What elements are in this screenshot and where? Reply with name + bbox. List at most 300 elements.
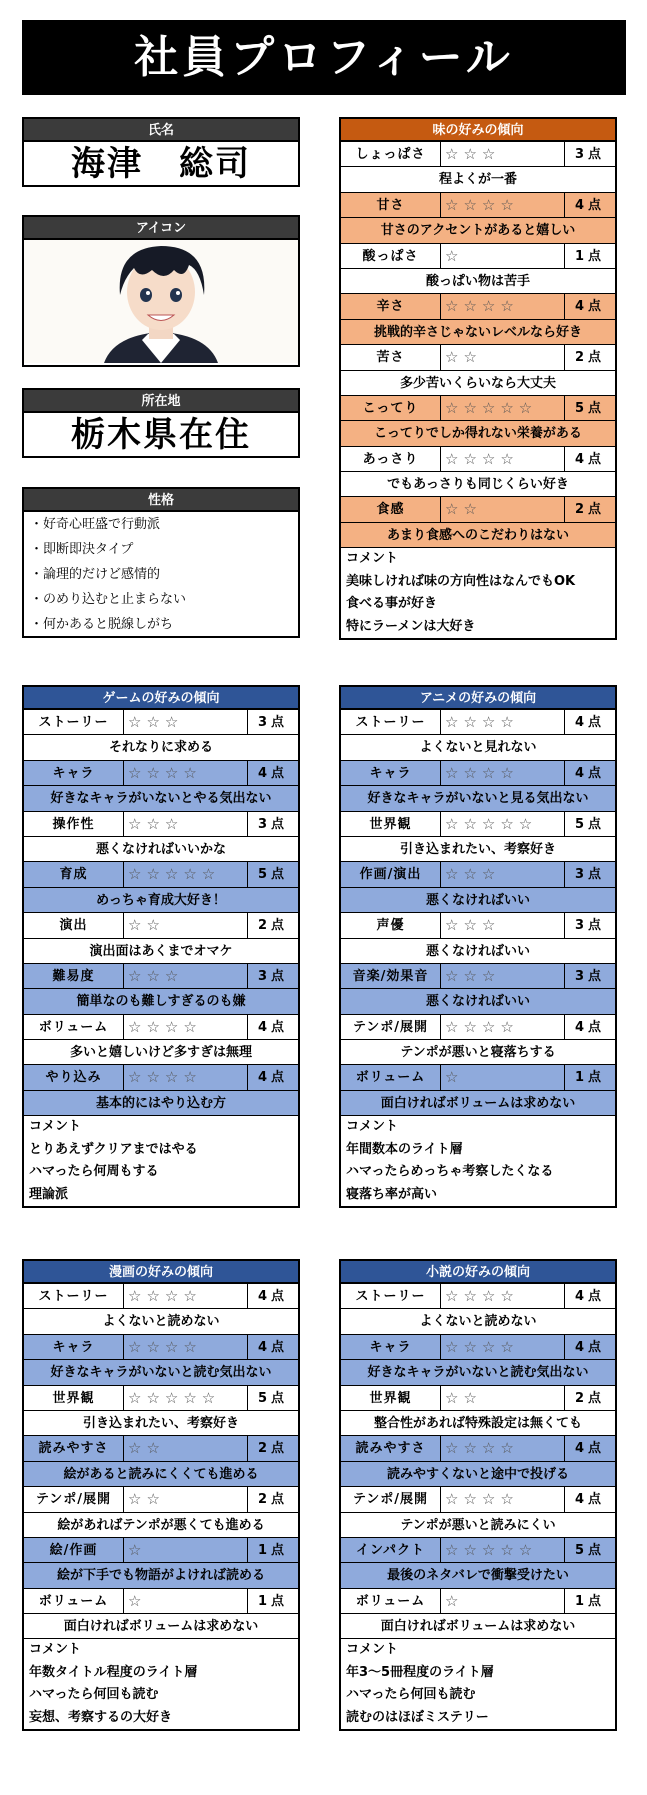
rating-comment: 面白ければボリュームは求めない bbox=[24, 1614, 298, 1639]
score-unit: 点 bbox=[271, 1492, 289, 1508]
score-unit: 点 bbox=[588, 1390, 606, 1406]
score-unit: 点 bbox=[588, 451, 606, 467]
rating-comment: テンポが悪いと寝落ちする bbox=[341, 1040, 615, 1065]
rating-score bbox=[565, 1335, 615, 1359]
rating-score bbox=[248, 1436, 298, 1460]
location-label: 所在地 bbox=[24, 390, 298, 413]
rating-score bbox=[248, 913, 298, 937]
comment-line: 特にラーメンは大好き bbox=[346, 618, 476, 634]
comment-line: 美味しければ味の方向性はなんでもOK bbox=[346, 573, 576, 589]
rating-stars: ☆☆☆☆ bbox=[441, 1436, 565, 1460]
rating-row bbox=[24, 964, 298, 989]
score-value: 4 bbox=[574, 715, 589, 730]
rating-comment: こってりでしか得れない栄養がある bbox=[341, 421, 615, 446]
rating-label: 声優 bbox=[341, 913, 441, 937]
rating-comment: 挑戦的辛さじゃないレベルなら好き bbox=[341, 320, 615, 345]
rating-score bbox=[565, 1589, 615, 1613]
rating-comment: 最後のネタバレで衝撃受けたい bbox=[341, 1563, 615, 1588]
rating-score bbox=[248, 710, 298, 734]
rating-label: キャラ bbox=[24, 761, 124, 785]
score-value: 5 bbox=[574, 1542, 589, 1558]
comment-line: とりあえずクリアまではやる bbox=[29, 1141, 198, 1157]
rating-row bbox=[341, 862, 615, 887]
rating-stars: ☆☆☆☆ bbox=[441, 447, 565, 471]
score-unit: 点 bbox=[271, 715, 289, 730]
rating-label: キャラ bbox=[341, 1335, 441, 1359]
rating-row bbox=[24, 862, 298, 887]
comment-line: 年間数本のライト層 bbox=[346, 1141, 463, 1157]
taste-table bbox=[339, 117, 617, 640]
rating-score bbox=[565, 710, 615, 734]
rating-comment: 悪くなければいいかな bbox=[24, 837, 298, 862]
rating-comment: でもあっさりも同じくらい好き bbox=[341, 472, 615, 497]
rating-row bbox=[24, 1589, 298, 1614]
rating-stars: ☆ bbox=[441, 244, 565, 268]
comment-line: 妄想、考察するの大好き bbox=[29, 1709, 173, 1725]
rating-comment: 好きなキャラがいないと見る気出ない bbox=[341, 786, 615, 811]
rating-stars: ☆☆☆☆☆ bbox=[441, 396, 565, 420]
rating-score bbox=[565, 497, 615, 521]
rating-stars: ☆☆☆ bbox=[441, 964, 565, 988]
manga-table bbox=[22, 1259, 300, 1731]
rating-label: 苦さ bbox=[341, 345, 441, 369]
rating-label: ストーリー bbox=[24, 1284, 124, 1308]
rating-label: 音楽/効果音 bbox=[341, 964, 441, 988]
rating-label: テンポ/展開 bbox=[341, 1015, 441, 1039]
comment-line: 食べる事が好き bbox=[346, 596, 438, 612]
rating-row bbox=[341, 142, 615, 167]
rating-score bbox=[565, 193, 615, 217]
rating-stars: ☆☆ bbox=[441, 497, 565, 521]
score-value: 4 bbox=[574, 1019, 589, 1035]
score-value: 4 bbox=[574, 765, 589, 781]
rating-comment: 酸っぱい物は苦手 bbox=[341, 269, 615, 294]
taste-title: 味の好みの傾向 bbox=[341, 119, 615, 142]
rating-comment: 読みやすくないと途中で投げる bbox=[341, 1462, 615, 1487]
rating-stars: ☆☆ bbox=[124, 1436, 248, 1460]
rating-row bbox=[24, 710, 298, 735]
rating-stars: ☆ bbox=[124, 1589, 248, 1613]
rating-stars: ☆☆☆ bbox=[441, 862, 565, 886]
rating-label: テンポ/展開 bbox=[24, 1487, 124, 1511]
score-unit: 点 bbox=[271, 1070, 289, 1086]
score-value: 1 bbox=[257, 1542, 272, 1558]
score-value: 4 bbox=[574, 1339, 589, 1355]
rating-comment: 絵があればテンポが悪くても進める bbox=[24, 1513, 298, 1538]
rating-score bbox=[565, 396, 615, 420]
rating-label: 辛さ bbox=[341, 294, 441, 318]
rating-stars: ☆☆ bbox=[124, 1487, 248, 1511]
rating-stars: ☆☆☆ bbox=[124, 812, 248, 836]
rating-comment: 引き込まれたい、考察好き bbox=[24, 1411, 298, 1436]
score-value: 4 bbox=[574, 451, 589, 467]
rating-comment: 簡単なのも難しすぎるのも嫌 bbox=[24, 989, 298, 1014]
rating-score bbox=[248, 761, 298, 785]
score-unit: 点 bbox=[588, 918, 606, 934]
score-unit: 点 bbox=[271, 1289, 289, 1304]
score-unit: 点 bbox=[588, 1492, 606, 1508]
rating-comment: 面白ければボリュームは求めない bbox=[341, 1614, 615, 1639]
rating-label: やり込み bbox=[24, 1065, 124, 1089]
rating-row bbox=[341, 1436, 615, 1461]
comment-label: コメント bbox=[346, 551, 399, 567]
taste-comments bbox=[341, 548, 615, 638]
score-value: 3 bbox=[574, 918, 589, 934]
novel-title: 小説の好みの傾向 bbox=[341, 1261, 615, 1284]
rating-row bbox=[341, 1589, 615, 1614]
rating-score bbox=[248, 1015, 298, 1039]
anime-comments bbox=[341, 1116, 615, 1206]
rating-stars: ☆☆ bbox=[441, 1386, 565, 1410]
rating-label: 酸っぱさ bbox=[341, 244, 441, 268]
comment-label: コメント bbox=[346, 1119, 399, 1135]
rating-label: 世界観 bbox=[341, 1386, 441, 1410]
score-value: 5 bbox=[574, 400, 589, 416]
rating-stars: ☆ bbox=[441, 1589, 565, 1613]
score-value: 5 bbox=[257, 867, 272, 883]
rating-label: ストーリー bbox=[24, 710, 124, 734]
rating-row bbox=[24, 1015, 298, 1040]
score-unit: 点 bbox=[588, 248, 606, 264]
comment-line: ハマったらめっちゃ考察したくなる bbox=[346, 1164, 554, 1180]
score-value: 5 bbox=[574, 816, 589, 832]
rating-score bbox=[248, 1538, 298, 1562]
comment-line: ハマったら何回も読む bbox=[29, 1687, 159, 1703]
location-value: 栃木県在住 bbox=[71, 415, 251, 455]
personality-label: 性格 bbox=[24, 489, 298, 512]
score-unit: 点 bbox=[588, 502, 606, 518]
rating-stars: ☆☆☆☆ bbox=[441, 1284, 565, 1308]
rating-row bbox=[341, 497, 615, 522]
rating-row bbox=[341, 193, 615, 218]
rating-score bbox=[565, 1487, 615, 1511]
score-unit: 点 bbox=[588, 1593, 606, 1609]
personality-item: ・好奇心旺盛で行動派 bbox=[30, 517, 161, 532]
rating-row bbox=[341, 710, 615, 735]
rating-label: 読みやすさ bbox=[341, 1436, 441, 1460]
rating-comment: 悪くなければいい bbox=[341, 939, 615, 964]
score-unit: 点 bbox=[588, 1441, 606, 1457]
rating-comment: 程よくが一番 bbox=[341, 167, 615, 192]
rating-row bbox=[24, 1065, 298, 1090]
score-value: 4 bbox=[257, 1289, 272, 1304]
rating-comment: 整合性があれば特殊設定は無くても bbox=[341, 1411, 615, 1436]
rating-score bbox=[565, 862, 615, 886]
score-unit: 点 bbox=[588, 1542, 606, 1558]
score-value: 4 bbox=[574, 299, 589, 315]
rating-row bbox=[341, 396, 615, 421]
rating-row bbox=[341, 1538, 615, 1563]
rating-label: インパクト bbox=[341, 1538, 441, 1562]
score-unit: 点 bbox=[588, 299, 606, 315]
rating-comment: 多いと嬉しいけど多すぎは無理 bbox=[24, 1040, 298, 1065]
rating-label: キャラ bbox=[341, 761, 441, 785]
rating-label: しょっぱさ bbox=[341, 142, 441, 166]
rating-comment: 好きなキャラがいないとやる気出ない bbox=[24, 786, 298, 811]
rating-row bbox=[24, 1386, 298, 1411]
rating-comment: テンポが悪いと読みにくい bbox=[341, 1513, 615, 1538]
score-value: 2 bbox=[574, 1390, 589, 1406]
rating-label: ストーリー bbox=[341, 1284, 441, 1308]
rating-score bbox=[248, 1284, 298, 1308]
rating-stars: ☆☆☆☆ bbox=[441, 193, 565, 217]
rating-score bbox=[565, 294, 615, 318]
comment-label: コメント bbox=[346, 1642, 399, 1658]
rating-score bbox=[565, 244, 615, 268]
icon-label: アイコン bbox=[24, 217, 298, 240]
rating-stars: ☆☆☆☆ bbox=[124, 1065, 248, 1089]
score-unit: 点 bbox=[271, 1339, 289, 1355]
rating-row bbox=[341, 964, 615, 989]
rating-comment: よくないと読めない bbox=[24, 1309, 298, 1334]
comment-line: ハマったら何回も読む bbox=[346, 1687, 476, 1703]
rating-score bbox=[565, 345, 615, 369]
rating-comment: 多少苦いくらいなら大丈夫 bbox=[341, 371, 615, 396]
rating-comment: よくないと読めない bbox=[341, 1309, 615, 1334]
rating-row bbox=[24, 1335, 298, 1360]
rating-score bbox=[565, 1436, 615, 1460]
rating-comment: 好きなキャラがいないと読む気出ない bbox=[24, 1360, 298, 1385]
score-unit: 点 bbox=[588, 867, 606, 883]
rating-row bbox=[341, 1065, 615, 1090]
game-table bbox=[22, 685, 300, 1208]
rating-row bbox=[341, 761, 615, 786]
rating-score bbox=[565, 1386, 615, 1410]
score-unit: 点 bbox=[588, 1289, 606, 1304]
rating-row bbox=[341, 244, 615, 269]
rating-stars: ☆☆☆ bbox=[441, 142, 565, 166]
rating-score bbox=[565, 1538, 615, 1562]
name-value: 海津 総司 bbox=[71, 144, 251, 184]
score-unit: 点 bbox=[588, 765, 606, 781]
score-value: 3 bbox=[574, 968, 589, 984]
novel-comments bbox=[341, 1639, 615, 1729]
rating-label: 育成 bbox=[24, 862, 124, 886]
score-value: 3 bbox=[257, 816, 272, 832]
rating-label: 演出 bbox=[24, 913, 124, 937]
rating-label: ボリューム bbox=[341, 1589, 441, 1613]
rating-comment: あまり食感へのこだわりはない bbox=[341, 523, 615, 548]
rating-score bbox=[248, 1487, 298, 1511]
personality-item: ・のめり込むと止まらない bbox=[30, 592, 187, 607]
rating-label: 世界観 bbox=[341, 812, 441, 836]
score-unit: 点 bbox=[588, 1019, 606, 1035]
score-unit: 点 bbox=[588, 968, 606, 984]
rating-stars: ☆☆☆☆ bbox=[124, 1015, 248, 1039]
rating-score bbox=[565, 913, 615, 937]
comment-label: コメント bbox=[29, 1642, 82, 1658]
comment-label: コメント bbox=[29, 1119, 82, 1135]
rating-score bbox=[565, 142, 615, 166]
score-unit: 点 bbox=[588, 350, 606, 366]
rating-row bbox=[341, 1015, 615, 1040]
anime-title: アニメの好みの傾向 bbox=[341, 687, 615, 710]
rating-stars: ☆☆☆☆ bbox=[441, 294, 565, 318]
score-value: 4 bbox=[574, 1492, 589, 1508]
rating-row bbox=[341, 913, 615, 938]
rating-comment: 演出面はあくまでオマケ bbox=[24, 939, 298, 964]
score-unit: 点 bbox=[271, 918, 289, 934]
personality-item: ・即断即決タイプ bbox=[30, 542, 134, 557]
rating-comment: 悪くなければいい bbox=[341, 989, 615, 1014]
rating-score bbox=[248, 1589, 298, 1613]
rating-comment: それなりに求める bbox=[24, 735, 298, 760]
rating-row bbox=[341, 812, 615, 837]
rating-stars: ☆☆☆☆☆ bbox=[441, 1538, 565, 1562]
manga-title: 漫画の好みの傾向 bbox=[24, 1261, 298, 1284]
score-unit: 点 bbox=[588, 1339, 606, 1355]
rating-score bbox=[565, 447, 615, 471]
location-box bbox=[22, 388, 300, 458]
rating-stars: ☆☆☆☆ bbox=[124, 1284, 248, 1308]
rating-stars: ☆☆☆☆☆ bbox=[124, 1386, 248, 1410]
rating-stars: ☆☆☆ bbox=[124, 964, 248, 988]
rating-score bbox=[248, 862, 298, 886]
rating-label: テンポ/展開 bbox=[341, 1487, 441, 1511]
rating-stars: ☆☆☆☆ bbox=[441, 761, 565, 785]
rating-label: 絵/作画 bbox=[24, 1538, 124, 1562]
rating-score bbox=[248, 1335, 298, 1359]
score-unit: 点 bbox=[588, 400, 606, 416]
score-value: 4 bbox=[574, 197, 589, 213]
score-value: 4 bbox=[257, 1070, 272, 1086]
score-value: 2 bbox=[257, 1492, 272, 1508]
score-unit: 点 bbox=[271, 1019, 289, 1035]
rating-label: ボリューム bbox=[24, 1589, 124, 1613]
rating-comment: 甘さのアクセントがあると嬉しい bbox=[341, 218, 615, 243]
score-value: 3 bbox=[257, 968, 272, 984]
score-value: 4 bbox=[257, 1019, 272, 1035]
rating-row bbox=[341, 345, 615, 370]
rating-stars: ☆☆ bbox=[441, 345, 565, 369]
rating-label: 甘さ bbox=[341, 193, 441, 217]
rating-stars: ☆☆☆☆ bbox=[441, 710, 565, 734]
score-value: 1 bbox=[574, 248, 589, 264]
anime-table bbox=[339, 685, 617, 1208]
rating-stars: ☆☆ bbox=[124, 913, 248, 937]
page-title: 社員プロフィール bbox=[22, 20, 626, 95]
score-value: 2 bbox=[257, 918, 272, 934]
icon-box bbox=[22, 215, 300, 367]
rating-label: あっさり bbox=[341, 447, 441, 471]
rating-label: 操作性 bbox=[24, 812, 124, 836]
score-value: 4 bbox=[574, 1289, 589, 1304]
rating-comment: めっちゃ育成大好き！ bbox=[24, 888, 298, 913]
rating-comment: 好きなキャラがいないと読む気出ない bbox=[341, 1360, 615, 1385]
score-value: 4 bbox=[257, 765, 272, 781]
rating-label: 作画/演出 bbox=[341, 862, 441, 886]
rating-stars: ☆ bbox=[441, 1065, 565, 1089]
score-unit: 点 bbox=[588, 197, 606, 213]
rating-row bbox=[24, 761, 298, 786]
rating-label: ボリューム bbox=[24, 1015, 124, 1039]
score-value: 1 bbox=[257, 1593, 272, 1609]
comment-line: ハマったら何周もする bbox=[29, 1164, 159, 1180]
rating-score bbox=[248, 964, 298, 988]
rating-comment: 引き込まれたい、考察好き bbox=[341, 837, 615, 862]
rating-row bbox=[341, 1335, 615, 1360]
rating-comment: 面白ければボリュームは求めない bbox=[341, 1091, 615, 1116]
rating-comment: 絵があると読みにくくても進める bbox=[24, 1462, 298, 1487]
rating-row bbox=[341, 1386, 615, 1411]
rating-stars: ☆☆☆☆ bbox=[441, 1487, 565, 1511]
rating-label: ボリューム bbox=[341, 1065, 441, 1089]
rating-score bbox=[248, 812, 298, 836]
novel-table bbox=[339, 1259, 617, 1731]
rating-score bbox=[248, 1065, 298, 1089]
rating-label: 世界観 bbox=[24, 1386, 124, 1410]
score-unit: 点 bbox=[588, 715, 606, 730]
rating-stars: ☆☆☆☆☆ bbox=[441, 812, 565, 836]
manga-comments bbox=[24, 1639, 298, 1729]
avatar bbox=[24, 240, 298, 363]
rating-stars: ☆☆☆☆ bbox=[441, 1015, 565, 1039]
score-value: 3 bbox=[257, 715, 272, 730]
score-value: 1 bbox=[574, 1593, 589, 1609]
rating-label: 食感 bbox=[341, 497, 441, 521]
score-value: 2 bbox=[574, 502, 589, 518]
rating-comment: 絵が下手でも物語がよければ読める bbox=[24, 1563, 298, 1588]
score-unit: 点 bbox=[588, 816, 606, 832]
rating-row bbox=[341, 1284, 615, 1309]
score-unit: 点 bbox=[271, 867, 289, 883]
score-unit: 点 bbox=[588, 147, 606, 162]
score-value: 2 bbox=[257, 1441, 272, 1457]
comment-line: 読むのはほぼミステリー bbox=[346, 1709, 489, 1725]
rating-label: ストーリー bbox=[341, 710, 441, 734]
personality-box bbox=[22, 487, 300, 638]
comment-line: 理論派 bbox=[29, 1186, 69, 1202]
comment-line: 年数タイトル程度のライト層 bbox=[29, 1664, 198, 1680]
rating-score bbox=[565, 1015, 615, 1039]
score-unit: 点 bbox=[271, 816, 289, 832]
rating-row bbox=[24, 913, 298, 938]
rating-score bbox=[565, 812, 615, 836]
comment-line: 寝落ち率が高い bbox=[346, 1186, 438, 1202]
rating-row bbox=[24, 1487, 298, 1512]
score-value: 1 bbox=[574, 1070, 589, 1086]
rating-comment: 基本的にはやり込む方 bbox=[24, 1091, 298, 1116]
rating-row bbox=[24, 1284, 298, 1309]
rating-stars: ☆☆☆☆ bbox=[441, 1335, 565, 1359]
rating-label: こってり bbox=[341, 396, 441, 420]
score-value: 4 bbox=[257, 1339, 272, 1355]
rating-stars: ☆☆☆☆☆ bbox=[124, 862, 248, 886]
rating-label: 難易度 bbox=[24, 964, 124, 988]
rating-score bbox=[565, 964, 615, 988]
score-unit: 点 bbox=[271, 765, 289, 781]
rating-row bbox=[24, 1538, 298, 1563]
rating-row bbox=[341, 294, 615, 319]
rating-label: キャラ bbox=[24, 1335, 124, 1359]
rating-row bbox=[341, 447, 615, 472]
rating-score bbox=[565, 761, 615, 785]
rating-label: 読みやすさ bbox=[24, 1436, 124, 1460]
personality-item: ・何かあると脱線しがち bbox=[30, 617, 174, 632]
score-value: 3 bbox=[574, 867, 589, 883]
score-value: 4 bbox=[574, 1441, 589, 1457]
rating-row bbox=[24, 1436, 298, 1461]
rating-stars: ☆☆☆ bbox=[124, 710, 248, 734]
score-value: 3 bbox=[574, 147, 589, 162]
score-unit: 点 bbox=[271, 1441, 289, 1457]
name-box bbox=[22, 117, 300, 187]
rating-score bbox=[565, 1284, 615, 1308]
rating-stars: ☆☆☆☆ bbox=[124, 761, 248, 785]
rating-row bbox=[341, 1487, 615, 1512]
name-label: 氏名 bbox=[24, 119, 298, 142]
rating-stars: ☆☆☆☆ bbox=[124, 1335, 248, 1359]
